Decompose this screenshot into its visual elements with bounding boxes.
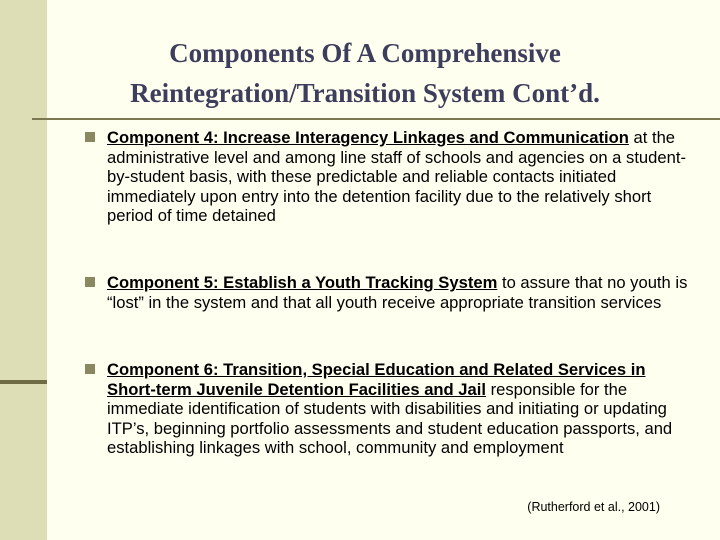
bullet-heading: Component 6: Transition, Special Education and Related Services in Short-term Juvenile Detention Facilities and Jail — [107, 360, 646, 399]
square-bullet-icon — [85, 364, 95, 374]
bullet-item-component-5 — [86, 273, 691, 312]
left-band-divider — [0, 380, 47, 384]
bullet-item-component-4 — [86, 128, 691, 226]
left-decorative-band — [0, 0, 47, 540]
square-bullet-icon — [85, 277, 95, 287]
bullet-body: at the administrative level and among line staff of schools and agencies on a student-by-student basis, with these predictable and reliable contacts initiated immediately upon entry into the detention facility due to the relatively short period of time detained — [107, 128, 686, 225]
bullet-body: responsible for the immediate identification of students with disabilities and initiating or updating ITP’s, beginning portfolio assessments and student education passports, and establishing linkages with school, community and employment — [107, 379, 673, 457]
square-bullet-icon — [85, 132, 95, 142]
bullet-body: to assure that no youth is “lost” in the system and that all youth receive appropriate transition services — [107, 273, 688, 312]
citation: (Rutherford et al., 2001) — [527, 500, 660, 514]
bullet-heading: Component 5: Establish a Youth Tracking System — [107, 273, 498, 292]
slide-title-line-1: Components Of A Comprehensive — [169, 38, 561, 68]
bullet-item-component-6 — [86, 360, 691, 458]
bullet-text — [107, 273, 691, 312]
title-divider — [32, 118, 720, 120]
slide-title — [60, 33, 670, 113]
slide-title-line-2: Reintegration/Transition System Cont’d. — [130, 78, 600, 108]
bullet-heading: Component 4: Increase Interagency Linkages and Communication — [107, 128, 629, 147]
bullet-text — [107, 128, 691, 226]
bullet-text — [107, 360, 691, 458]
